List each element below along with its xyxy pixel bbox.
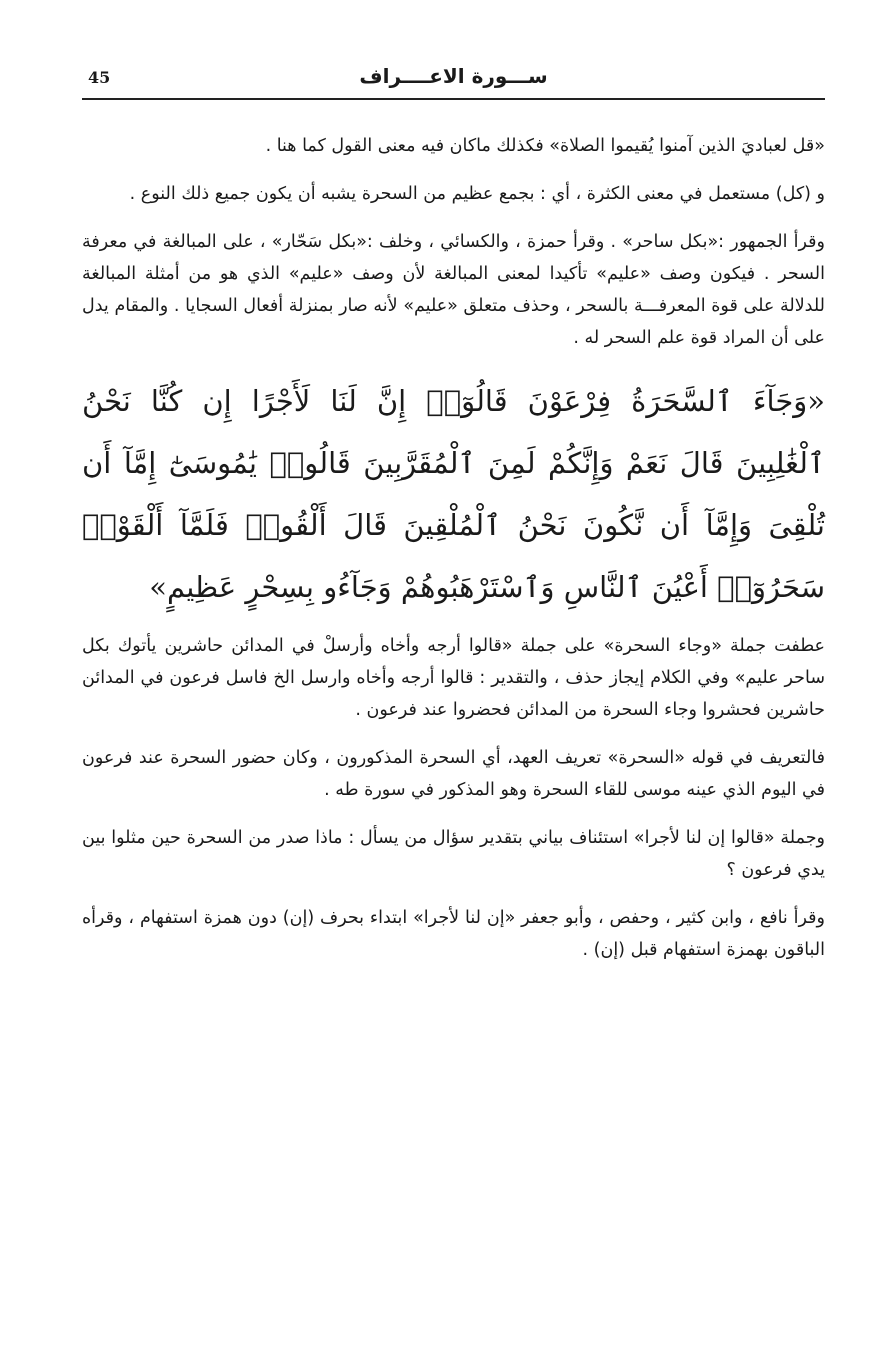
paragraph-3: وقرأ الجمهور :«بكل ساحر» . وقرأ حمزة ، والكسائي ، وخلف :«بكل سَحّار» ، على المبالغة في معرفة السحر . فيكون وصف «عليم» تأكيدا لمعنى المبالغة لأن وصف «عليم» الذي هو من أمثلة المبالغة للدلالة على قوة المعرفـــة بالسحر ، وحذف متعلق «عليم» لأنه صار بمنزلة أفعال السجايا . والمقام يدل على أن المراد قوة علم السحر له . (82, 232, 825, 348)
page-header (82, 58, 825, 100)
paragraph-5: فالتعريف في قوله «السحرة» تعريف العهد، أي السحرة المذكورون ، وكان حضور السحرة عند فرعون في اليوم الذي عينه موسى للقاء السحرة وهو المذكور في سورة طه . (82, 748, 825, 800)
surah-title: ســـورة الاعــــراف (359, 64, 548, 88)
paragraph-4: عطفت جملة «وجاء السحرة» على جملة «قالوا أرجه وأخاه وأرسلْ في المدائن حاشرين يأتوك بكل ساحر عليم» وفي الكلام إيجاز حذف ، والتقدير : قالوا أرجه وأخاه وارسل الخ فاسل فرعون في المدائن حاشرين فحشروا وجاء السحرة من المدائن فحضروا عند فرعون . (82, 636, 825, 720)
paragraph-2: و (كل) مستعمل في معنى الكثرة ، أي : بجمع عظيم من السحرة يشبه أن يكون جميع ذلك النوع . (129, 184, 825, 204)
page-number: 45 (88, 68, 111, 87)
paragraph-6: وجملة «قالوا إن لنا لأجرا» استئناف بياني بتقدير سؤال من يسأل : ماذا صدر من السحرة حين مثلوا بين يدي فرعون ؟ (82, 828, 825, 880)
paragraph-1: «قل لعباديَ الذين آمنوا يُقيموا الصلاة» فكذلك ماكان فيه معنى القول كما هنا . (265, 136, 825, 156)
page-body (82, 130, 825, 982)
paragraph-7: وقرأ نافع ، وابن كثير ، وحفص ، وأبو جعفر «إن لنا لأجرا» ابتداء بحرف (إن) دون همزة استفهام ، وقرأه الباقون بهمزة استفهام قبل (إن) . (82, 908, 825, 960)
quran-verse: «وَجَآءَ ٱلسَّحَرَةُ فِرْعَوْنَ قَالُوٓا۟ إِنَّ لَنَا لَأَجْرًا إِن كُنَّا نَحْنُ ٱلْغَٰلِبِينَ قَالَ نَعَمْ وَإِنَّكُمْ لَمِنَ ٱلْمُقَرَّبِينَ قَالُوا۟ يَٰمُوسَىٰٓ إِمَّآ أَن تُلْقِىَ وَإِمَّآ أَن نَّكُونَ نَحْنُ ٱلْمُلْقِينَ قَالَ أَلْقُوا۟ فَلَمَّآ أَلْقَوْا۟ سَحَرُوٓا۟ أَعْيُنَ ٱلنَّاسِ وَٱسْتَرْهَبُوهُمْ وَجَآءُو بِسِحْرٍ عَظِيمٍ» (82, 384, 825, 604)
